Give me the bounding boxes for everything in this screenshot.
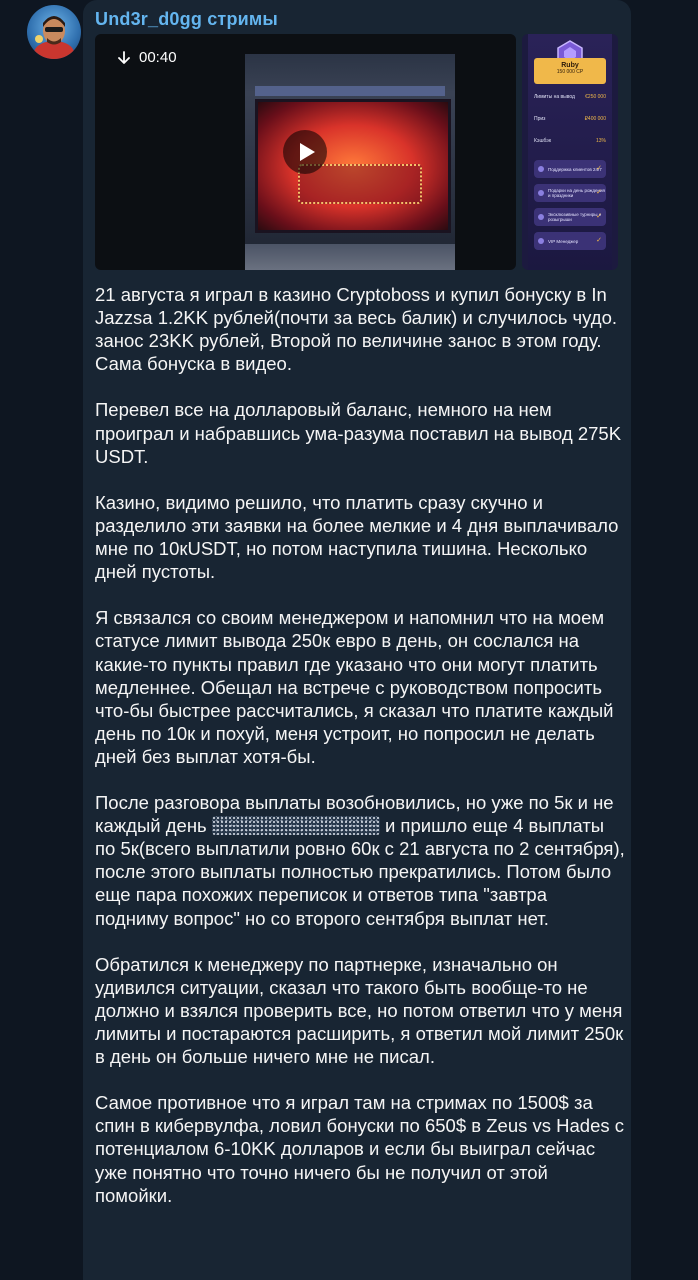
ruby-subtitle: 150 000 CP: [556, 69, 584, 75]
ruby-rows: [534, 94, 606, 160]
sender-name[interactable]: Und3r_d0gg стримы: [95, 9, 278, 29]
message-text-fragment: и пришло еще 4 выплаты по 5к(всего выплатили ровно 60к с 21 августа по 2 сентября), после этого выплаты полностью прекратились. Потом было еще пара похожих переписок и ответов типа "завтра подниму вопрос" но со второго сентября выплат нет.: [95, 815, 625, 929]
ruby-row-label: Кэшбэк: [534, 138, 552, 144]
ruby-row-value: ₽400 000: [584, 116, 606, 122]
ruby-row: [534, 116, 606, 138]
ruby-feature: Поддержка клиентов 24/7 ✓: [534, 160, 606, 178]
ruby-row: [534, 138, 606, 160]
ruby-row-value: 13%: [595, 138, 606, 144]
message-paragraph: 21 августа я играл в казино Cryptoboss и купил бонуску в In Jazzsa 1.2KK рублей(почти за весь балик) и случилось чудо. занос 23KK рублей, Второй по величине занос в этом году. Сама бонуска в видео.: [95, 284, 618, 375]
video-duration: [117, 49, 177, 66]
ruby-row-label: Лимиты на вывод: [534, 94, 575, 100]
avatar-portrait-icon: [27, 5, 81, 59]
arrow-down-icon[interactable]: [117, 51, 131, 65]
message-text: [95, 283, 625, 1230]
thumbnail-browser-bar: [255, 86, 445, 96]
message-paragraph: Самое противное что я играл там на стримах по 1500$ за спин в кибервулфа, ловил бонуски по 650$ в Zeus vs Hades с потенциалом 6-10KK долларов и если бы выиграл сейчас уже понятно что точно ничего бы не получил от этой помойки.: [95, 1092, 625, 1206]
status-image-preview[interactable]: [522, 34, 618, 270]
message-text-fragment: После разговора выплаты возобновились, но уже по 5к и не каждый день: [95, 792, 614, 837]
ruby-title: Ruby: [561, 62, 579, 69]
ruby-row: [534, 94, 606, 116]
duration-label: 00:40: [139, 49, 177, 66]
ruby-feature: Эксклюзивные турниры и розыгрыши ✓: [534, 208, 606, 226]
spoiler-text[interactable]: [212, 816, 380, 835]
message-paragraph: [95, 791, 625, 930]
thumbnail-slot-screen: [255, 99, 451, 233]
video-thumbnail: [245, 54, 455, 270]
thumbnail-desk: [245, 244, 455, 270]
ruby-status-card: [528, 34, 612, 270]
message-bubble: [83, 0, 631, 1280]
message-paragraph: Казино, видимо решило, что платить сразу скучно и разделило эти заявки на более мелкие и 4 дня выплачивало мне по 10кUSDT, но потом наступила тишина. Несколько дней пустоты.: [95, 491, 619, 583]
video-preview[interactable]: [95, 34, 516, 270]
message-paragraph: Перевел все на долларовый баланс, немного на нем проиграл и набравшись ума-разума поставил на вывод 275K USDT.: [95, 399, 622, 467]
ruby-feature: VIP Менеджер ✓: [534, 232, 606, 250]
play-icon: [297, 142, 317, 162]
message-paragraph: Я связался со своим менеджером и напомнил что на моем статусе лимит вывода 250к евро в день, он сослался на какие-то пункты правил где указано что они могут платить медленнее. Обещал на встрече с руководством попросить что-бы быстрее рассчитались, я сказал что платите каждый день по 10к и похуй, меня устроит, но попросил не делать дней без выплат хотя-бы.: [95, 607, 614, 767]
channel-avatar[interactable]: [27, 5, 81, 59]
ruby-feature: Подарки на день рождения и праздники ✓: [534, 184, 606, 202]
ruby-row-value: €250 000: [585, 94, 606, 100]
play-button[interactable]: [283, 130, 327, 174]
ruby-banner: [534, 58, 606, 84]
ruby-row-label: Приз: [534, 116, 546, 122]
message-paragraph: Обратился к менеджеру по партнерке, изначально он удивился ситуации, сказал что такого быть вообще-то не должно и взялся проверить все, но потом ответил что у меня лимиты и постараются расширить, я ответил мой лимит 250к в день он больше ничего мне не писал.: [95, 953, 624, 1068]
